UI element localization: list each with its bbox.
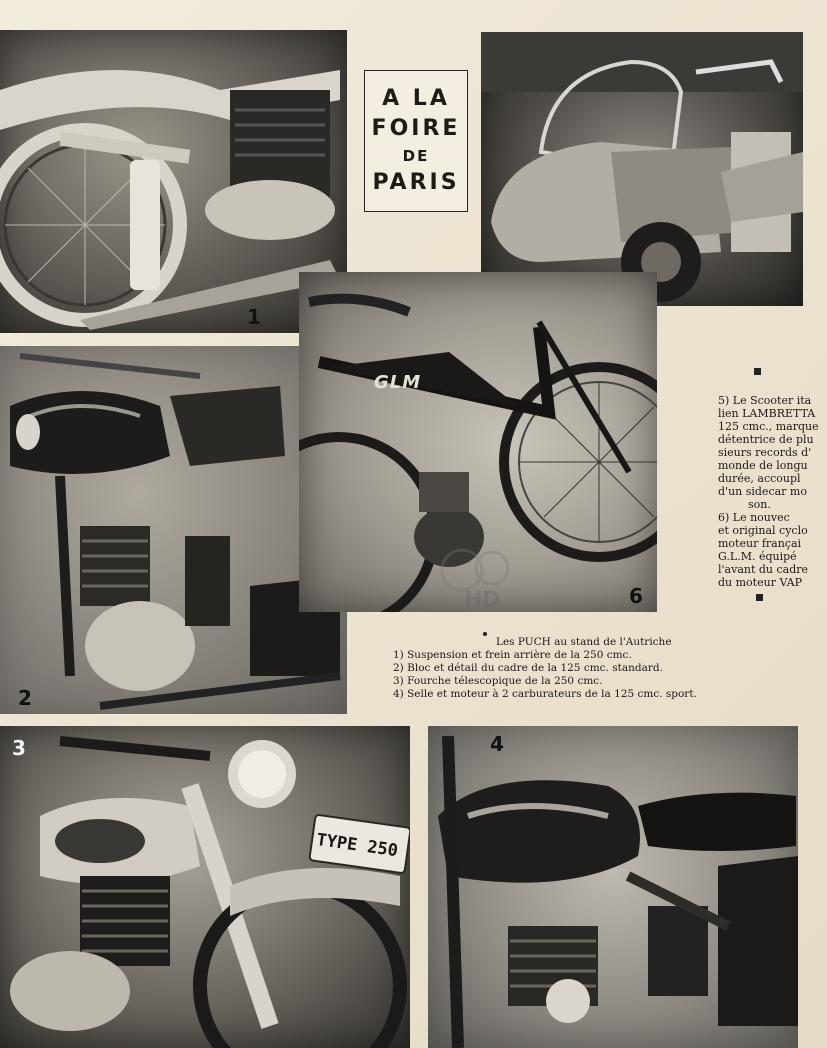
glm-logo-text: GLM bbox=[374, 372, 422, 393]
side-caption-line: 5) Le Scooter ita bbox=[718, 394, 812, 407]
side-caption-bullet-top bbox=[754, 368, 761, 375]
caption-item-4: 4) Selle et moteur à 2 carburateurs de la 125 cmc. sport. bbox=[393, 688, 697, 700]
side-caption-line: l'avant du cadre bbox=[718, 563, 809, 576]
side-caption bbox=[718, 394, 827, 589]
side-caption-line: monde de longu bbox=[718, 459, 808, 472]
side-caption-line: G.L.M. équipé bbox=[718, 550, 797, 563]
caption-item-2: 2) Bloc et détail du cadre de la 125 cmc. standard. bbox=[393, 662, 663, 674]
side-caption-line: et original cyclo bbox=[718, 524, 808, 537]
side-caption-bullet-bottom bbox=[756, 594, 763, 601]
side-caption-line: 125 cmc., marque bbox=[718, 420, 819, 433]
side-caption-line: moteur françai bbox=[718, 537, 802, 550]
title-line-3: DE bbox=[402, 147, 430, 165]
side-caption-line: durée, accoupl bbox=[718, 472, 801, 485]
photo-4-seat-and-engine bbox=[428, 726, 798, 1048]
photo-3-telescopic-fork bbox=[0, 726, 410, 1048]
puch-captions bbox=[393, 636, 773, 701]
side-caption-line: sieurs records d' bbox=[718, 446, 812, 459]
photo-5-lambretta-sidecar bbox=[481, 32, 803, 306]
captions-title: Les PUCH au stand de l'Autriche bbox=[496, 636, 672, 648]
photo-3-drawing bbox=[0, 726, 410, 1048]
watermark-logo bbox=[432, 540, 522, 620]
caption-item-3: 3) Fourche télescopique de la 250 cmc. bbox=[393, 675, 603, 687]
side-caption-line: son. bbox=[748, 498, 771, 511]
watermark-text: HD bbox=[464, 588, 501, 613]
photo-1-rear-suspension bbox=[0, 30, 347, 333]
photo-4-number: 4 bbox=[490, 732, 504, 756]
photo-2-frame-detail bbox=[0, 346, 347, 714]
title-line-2: FOIRE bbox=[371, 116, 461, 141]
caption-item-1: 1) Suspension et frein arrière de la 250 cmc. bbox=[393, 649, 632, 661]
photo-1-number: 1 bbox=[247, 305, 261, 329]
title-line-4: PARIS bbox=[372, 170, 460, 195]
page-title-box bbox=[364, 70, 468, 212]
photo-1-drawing bbox=[0, 30, 347, 333]
photo-6-number: 6 bbox=[629, 584, 643, 608]
side-caption-line: du moteur VAP bbox=[718, 576, 802, 589]
side-caption-line: d'un sidecar mo bbox=[718, 485, 807, 498]
photo-2-number: 2 bbox=[18, 686, 32, 710]
side-caption-line: lien LAMBRETTA bbox=[718, 407, 816, 420]
title-line-1: A LA bbox=[382, 86, 450, 111]
photo-5-drawing bbox=[481, 32, 803, 306]
type-250-plate-text: TYPE 250 bbox=[315, 830, 400, 862]
side-caption-line: 6) Le nouvec bbox=[718, 511, 790, 524]
photo-3-number: 3 bbox=[12, 736, 26, 760]
photo-4-drawing bbox=[428, 726, 798, 1048]
photo-2-drawing bbox=[0, 346, 347, 714]
side-caption-line: détentrice de plu bbox=[718, 433, 814, 446]
